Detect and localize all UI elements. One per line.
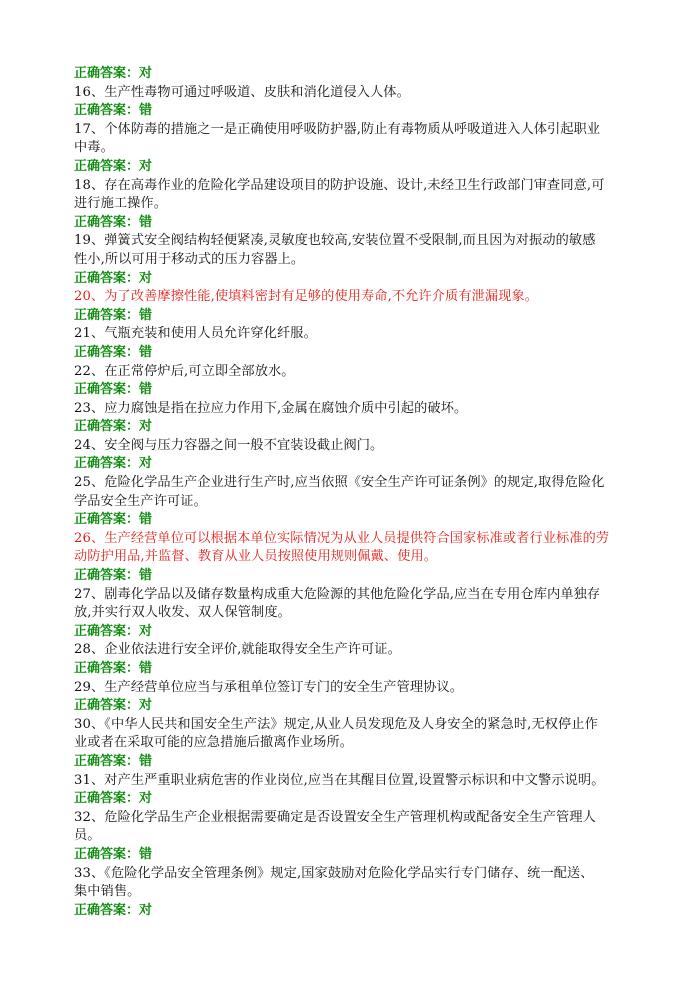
answer-line: 正确答案：对 <box>74 158 153 174</box>
question-line: 17、个体防毒的措施之一是正确使用呼吸防护器,防止有毒物质从呼吸道进入人体引起职业 <box>74 121 601 137</box>
document-page <box>74 65 634 920</box>
question-line: 业或者在采取可能的应急措施后撤离作业场所。 <box>74 735 354 751</box>
answer-line: 正确答案：对 <box>74 791 153 807</box>
answer-line: 正确答案：对 <box>74 270 153 286</box>
question-line: 23、应力腐蚀是指在拉应力作用下,金属在腐蚀介质中引起的破坏。 <box>74 400 468 416</box>
question-line: 21、气瓶充装和使用人员允许穿化纤服。 <box>74 326 317 342</box>
answer-line: 正确答案：错 <box>74 753 153 769</box>
question-line: 集中销售。 <box>74 884 141 900</box>
answer-line: 正确答案：对 <box>74 456 153 472</box>
question-line: 24、安全阀与压力容器之间一般不宜装设截止阀门。 <box>74 437 384 453</box>
question-line: 33、《危险化学品安全管理条例》规定,国家鼓励对危险化学品实行专门储存、统一配送、 <box>74 865 594 881</box>
question-line: 员。 <box>74 828 101 844</box>
question-line: 32、危险化学品生产企业根据需要确定是否设置安全生产管理机构或配备安全生产管理人 <box>74 809 596 825</box>
question-line: 22、在正常停炉后,可立即全部放水。 <box>74 363 295 379</box>
answer-line: 正确答案：错 <box>74 512 153 528</box>
answer-line: 正确答案：对 <box>74 902 153 918</box>
answer-line: 正确答案：对 <box>74 419 153 435</box>
question-line: 27、剧毒化学品以及储存数量构成重大危险源的其他危险化学品,应当在专用仓库内单独存 <box>74 586 601 602</box>
answer-line: 正确答案：错 <box>74 661 153 676</box>
question-line: 25、危险化学品生产企业进行生产时,应当依照《安全生产许可证条例》的规定,取得危险化 <box>74 475 605 491</box>
answer-line: 正确答案：对 <box>74 66 153 81</box>
answer-line: 正确答案：错 <box>74 568 153 584</box>
highlighted-question-line: 20、为了改善摩擦性能,使填料密封有足够的使用寿命,不允许介质有泄漏现象。 <box>74 289 539 305</box>
question-line: 30、《中华人民共和国安全生产法》规定,从业人员发现危及人身安全的紧急时,无权停止作 <box>74 716 598 732</box>
answer-line: 正确答案：对 <box>74 698 153 714</box>
answer-line: 正确答案：错 <box>74 307 153 323</box>
question-line: 中毒。 <box>74 140 114 156</box>
question-line: 29、生产经营单位应当与承租单位签订专门的安全生产管理协议。 <box>74 679 464 695</box>
question-line: 学品安全生产许可证。 <box>74 493 207 509</box>
answer-line: 正确答案：错 <box>74 846 153 862</box>
highlighted-question-line: 动防护用品,并监督、教育从业人员按照使用规则佩戴、使用。 <box>74 549 438 565</box>
question-line: 19、弹簧式安全阀结构轻便紧凑,灵敏度也较高,安装位置不受限制,而且因为对振动的敏感 <box>74 233 596 249</box>
answer-line: 正确答案：对 <box>74 623 153 639</box>
answer-line: 正确答案：错 <box>74 214 153 230</box>
highlighted-question-line: 26、生产经营单位可以根据本单位实际情况为从业人员提供符合国家标准或者行业标准的劳 <box>74 530 610 546</box>
answer-line: 正确答案：错 <box>74 344 153 360</box>
question-line: 18、存在高毒作业的危险化学品建设项目的防护设施、设计,未经卫生行政部门审查同意,可 <box>74 177 605 193</box>
question-line: 31、对产生严重职业病危害的作业岗位,应当在其醒目位置,设置警示标识和中文警示说明。 <box>74 772 605 788</box>
question-line: 28、企业依法进行安全评价,就能取得安全生产许可证。 <box>74 642 401 658</box>
question-line: 放,并实行双人收发、双人保管制度。 <box>74 605 291 621</box>
answer-line: 正确答案：错 <box>74 382 153 398</box>
question-line: 进行施工操作。 <box>74 196 168 212</box>
answer-line: 正确答案：错 <box>74 103 153 119</box>
question-line: 性小,所以可用于移动式的压力容器上。 <box>74 251 305 267</box>
question-line: 16、生产性毒物可通过呼吸道、皮肤和消化道侵入人体。 <box>74 84 410 100</box>
